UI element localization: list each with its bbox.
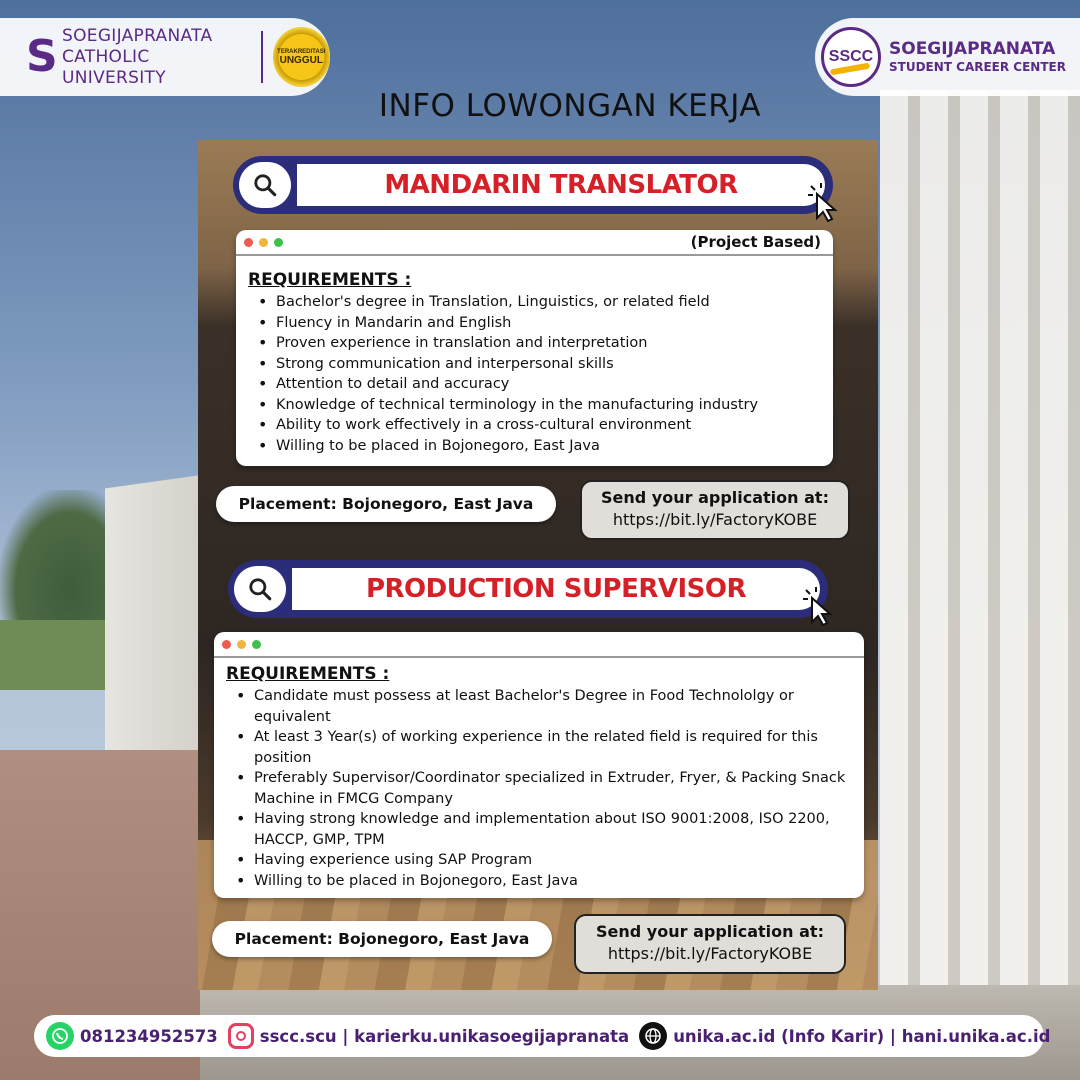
sscc-logo (815, 18, 1080, 96)
apply-link[interactable]: https://bit.ly/FactoryKOBE (607, 944, 813, 963)
university-logo (0, 18, 330, 96)
list-item: • Proven experience in translation and interpretation (254, 333, 819, 354)
requirements-list (232, 686, 850, 891)
sscc-line2: STUDENT CAREER CENTER (889, 60, 1066, 74)
requirements-heading: REQUIREMENTS : (248, 270, 412, 290)
job-title-bar-2 (228, 560, 828, 618)
job-title-box-2 (292, 568, 820, 610)
apply-link[interactable]: https://bit.ly/FactoryKOBE (612, 510, 818, 529)
building-pillars (880, 90, 1080, 1080)
list-item: • Having experience using SAP Program (232, 850, 850, 871)
search-icon (234, 566, 286, 612)
social-accounts[interactable]: sscc.scu | karierku.unikasoegijapranata (259, 1026, 630, 1046)
sscc-line1: SOEGIJAPRANATA (889, 39, 1056, 59)
list-item: • Strong communication and interpersonal skills (254, 354, 819, 375)
list-item: • At least 3 Year(s) of working experience in the related field is required for this position (232, 727, 850, 768)
badge-main-text: UNGGUL (279, 54, 323, 66)
sscc-name (889, 39, 1066, 75)
window-dot-green-icon (274, 238, 283, 247)
window-bar (236, 230, 833, 256)
window-dot-yellow-icon (259, 238, 268, 247)
window-dot-red-icon (222, 640, 231, 649)
list-item: • Willing to be placed in Bojonegoro, East Java (254, 436, 819, 457)
list-item: • Bachelor's degree in Translation, Linguistics, or related field (254, 292, 819, 313)
accreditation-badge (273, 27, 330, 87)
search-icon (239, 162, 291, 208)
cursor-click-icon (807, 182, 841, 222)
apply-box-1 (580, 480, 850, 540)
list-item: • Knowledge of technical terminology in the manufacturing industry (254, 395, 819, 416)
job-title-bar-1 (233, 156, 833, 214)
requirements-card-2 (214, 632, 864, 898)
placement-pill-1: Placement: Bojonegoro, East Java (216, 486, 556, 522)
job-title-box-1 (297, 164, 825, 206)
apply-box-2 (574, 914, 846, 974)
badge-top-text: TERAKREDITASI (277, 48, 326, 55)
apply-label: Send your application at: (601, 488, 829, 507)
phone-number[interactable]: 081234952573 (80, 1026, 218, 1046)
apply-label: Send your application at: (596, 922, 824, 941)
window-dot-green-icon (252, 640, 261, 649)
project-note: (Project Based) (690, 233, 821, 251)
window-dot-yellow-icon (237, 640, 246, 649)
list-item: • Willing to be placed in Bojonegoro, East Java (232, 871, 850, 892)
placement-pill-2: Placement: Bojonegoro, East Java (212, 921, 552, 957)
instagram-icon (228, 1023, 254, 1049)
list-item: • Preferably Supervisor/Coordinator specialized in Extruder, Fryer, & Packing Snack Machine in FMCG Company (232, 768, 850, 809)
university-line1: SOEGIJAPRANATA (62, 25, 213, 46)
list-item: • Fluency in Mandarin and English (254, 313, 819, 334)
globe-icon (639, 1022, 667, 1050)
list-item: • Having strong knowledge and implementation about ISO 9001:2008, ISO 2200, HACCP, GMP, TPM (232, 809, 850, 850)
university-name (62, 26, 251, 89)
list-item: • Attention to detail and accuracy (254, 374, 819, 395)
job-panel (198, 140, 878, 990)
contact-footer (34, 1015, 1051, 1057)
window-dot-red-icon (244, 238, 253, 247)
logo-divider (261, 31, 263, 83)
requirements-list (254, 292, 819, 456)
window-bar (214, 632, 864, 658)
job-title-1: MANDARIN TRANSLATOR (384, 170, 738, 200)
university-line2: CATHOLIC UNIVERSITY (62, 46, 166, 88)
university-s-logo-icon: S (26, 31, 58, 82)
requirements-heading: REQUIREMENTS : (226, 664, 390, 684)
whatsapp-icon (46, 1022, 74, 1050)
sscc-circle-icon (821, 27, 881, 87)
requirements-card-1 (236, 230, 833, 466)
sscc-abbr: SSCC (828, 48, 874, 65)
websites[interactable]: unika.ac.id (Info Karir) | hani.unika.ac.id (673, 1026, 1051, 1046)
page-title: INFO LOWONGAN KERJA (378, 88, 762, 124)
list-item: • Candidate must possess at least Bachelor's Degree in Food Technololgy or equivalent (232, 686, 850, 727)
cursor-click-icon (802, 586, 836, 626)
job-title-2: PRODUCTION SUPERVISOR (365, 574, 747, 604)
list-item: • Ability to work effectively in a cross-cultural environment (254, 415, 819, 436)
